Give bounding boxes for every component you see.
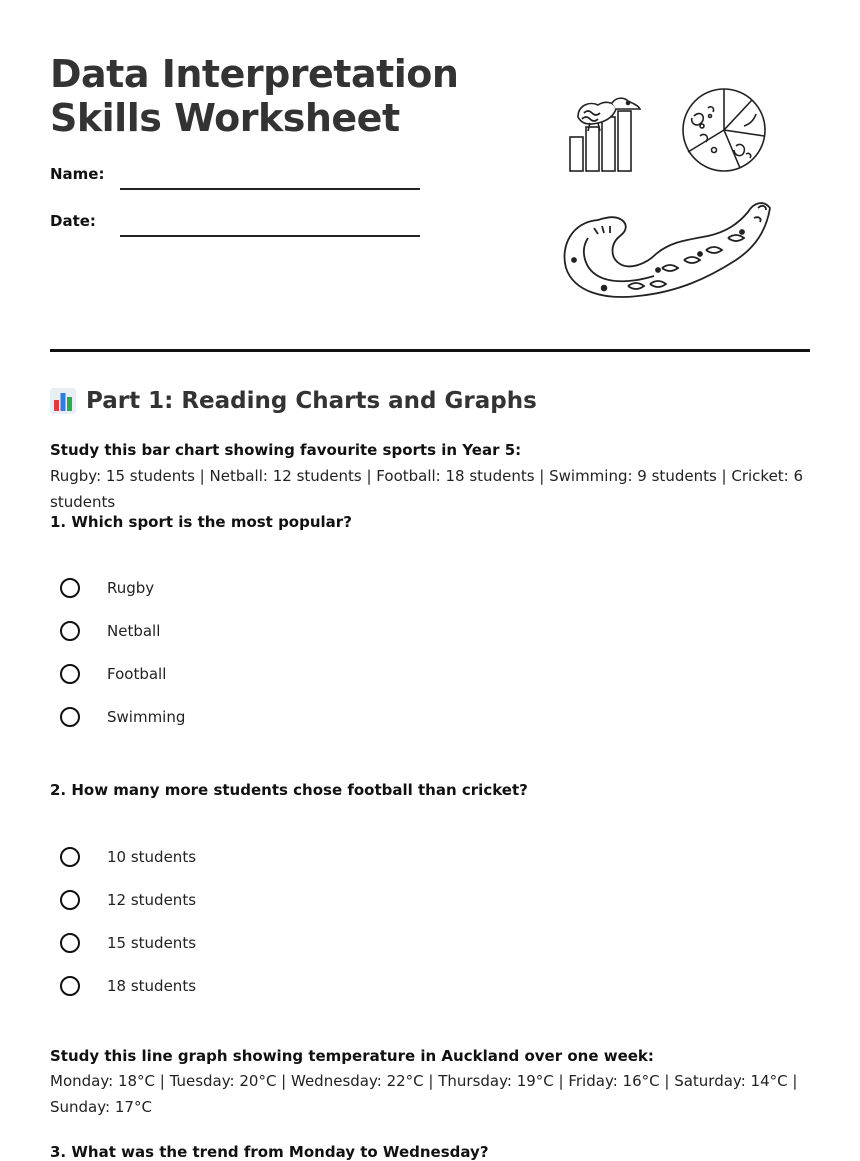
line-graph-intro: Study this line graph showing temperature in Auckland over one week: <box>50 1047 654 1065</box>
q2-option-18-students[interactable] <box>60 976 196 996</box>
radio-button[interactable] <box>60 890 80 910</box>
question-3: 3. What was the trend from Monday to Wednesday? <box>50 1143 489 1161</box>
q2-option-15-students[interactable] <box>60 933 196 953</box>
option-label: 10 students <box>107 848 197 866</box>
q2-option-10-students[interactable] <box>60 847 196 867</box>
title-line-2: Skills Worksheet <box>50 96 400 140</box>
question-2: 2. How many more students chose football than cricket? <box>50 781 528 799</box>
part-1-heading-text: Part 1: Reading Charts and Graphs <box>86 388 537 414</box>
bird-bar-chart-illustration <box>568 95 652 175</box>
option-label: Rugby <box>107 579 155 597</box>
q2-option-12-students[interactable] <box>60 890 196 910</box>
radio-button[interactable] <box>60 578 80 598</box>
option-label: Football <box>107 665 167 683</box>
header-divider <box>50 349 810 352</box>
option-label: 18 students <box>107 977 197 995</box>
swirl-creature-illustration <box>558 198 778 306</box>
radio-button[interactable] <box>60 933 80 953</box>
radio-button[interactable] <box>60 664 80 684</box>
option-label: Netball <box>107 622 161 640</box>
radio-button[interactable] <box>60 976 80 996</box>
worksheet-page <box>50 0 810 1161</box>
worksheet-title <box>50 52 458 140</box>
part-1-heading <box>50 388 537 414</box>
date-writing-line[interactable] <box>120 235 420 237</box>
question-1: 1. Which sport is the most popular? <box>50 513 352 531</box>
bar-chart-data: Rugby: 15 students | Netball: 12 students | Football: 18 students | Swimming: 9 students | Cricket: 6 students <box>50 467 804 511</box>
name-label: Name: <box>50 165 105 183</box>
line-graph-data: Monday: 18°C | Tuesday: 20°C | Wednesday: 22°C | Thursday: 19°C | Friday: 16°C | Saturday: 14°C | Sunday: 17°C <box>50 1072 798 1116</box>
radio-button[interactable] <box>60 847 80 867</box>
q1-option-swimming[interactable] <box>60 707 185 727</box>
title-line-1: Data Interpretation <box>50 52 459 96</box>
radio-button[interactable] <box>60 621 80 641</box>
bar-chart-icon <box>50 388 76 414</box>
option-label: Swimming <box>107 708 186 726</box>
pie-chart-illustration <box>680 86 768 174</box>
date-label: Date: <box>50 212 96 230</box>
q1-option-netball[interactable] <box>60 621 160 641</box>
name-writing-line[interactable] <box>120 188 420 190</box>
q1-option-rugby[interactable] <box>60 578 154 598</box>
radio-button[interactable] <box>60 707 80 727</box>
bar-chart-intro: Study this bar chart showing favourite sports in Year 5: <box>50 441 522 459</box>
q1-option-football[interactable] <box>60 664 166 684</box>
option-label: 12 students <box>107 891 197 909</box>
option-label: 15 students <box>107 934 197 952</box>
